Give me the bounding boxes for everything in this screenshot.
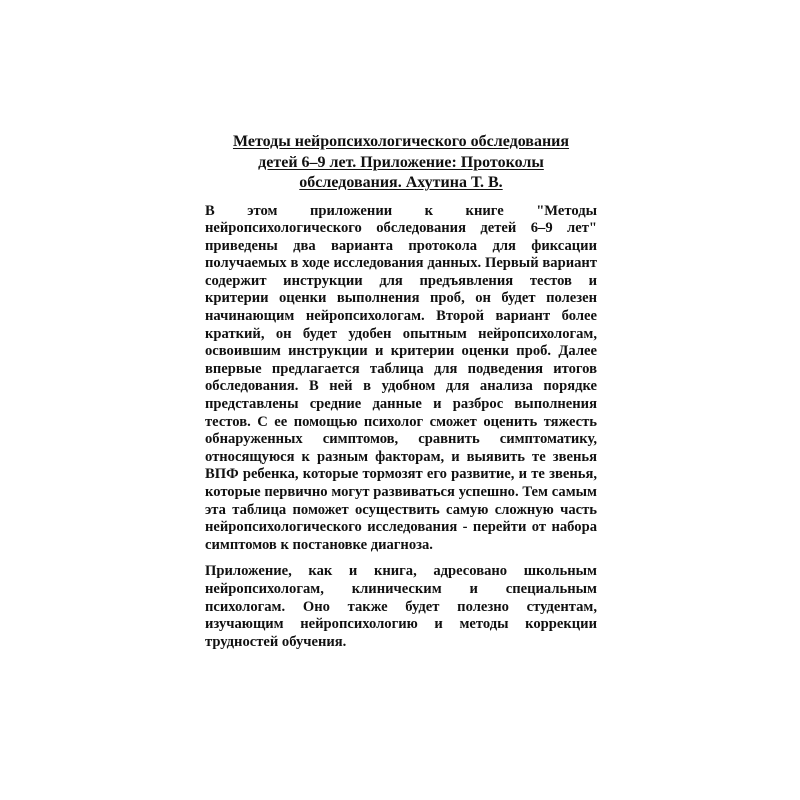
body-paragraph: В этом приложении к книге "Методы нейропсихологического обследования детей 6–9 лет" приведены два варианта протокола для фиксации получаемых в ходе исследования данных. Первый вариант содержит инструкции для предъявления тестов и критерии оценки выполнения проб, он будет полезен начинающим нейропсихологам. Второй вариант более краткий, он будет удобен опытным нейропсихологам, освоившим инструкции и критерии оценки проб. Далее впервые предлагается таблица для подведения итогов обследования. В ней в удобном для анализа порядке представлены средние данные и разброс выполнения тестов. С ее помощью психолог сможет оценить тяжесть обнаруженных симптомов, сравнить симптоматику, относящуюся к разным факторам, и выявить те звенья ВПФ ребенка, которые тормозят его развитие, и те звенья, которые первично могут развиваться успешно. Тем самым эта таблица поможет осуществить самую сложную часть нейропсихологического исследования - перейти от набора симптомов к постановке диагноза. [205, 202, 597, 553]
document-body [205, 203, 597, 652]
document-title [205, 132, 597, 194]
document-page [205, 132, 597, 651]
title-line: обследования. Ахутина Т. В. [299, 174, 503, 191]
body-paragraph: Приложение, как и книга, адресовано школьным нейропсихологам, клиническим и специальным психологам. Оно также будет полезно студентам, изучающим нейропсихологию и методы коррекции трудностей обучения. [205, 563, 597, 650]
title-line: Методы нейропсихологического обследования [232, 133, 570, 150]
title-line: детей 6–9 лет. Приложение: Протоколы [258, 153, 544, 171]
